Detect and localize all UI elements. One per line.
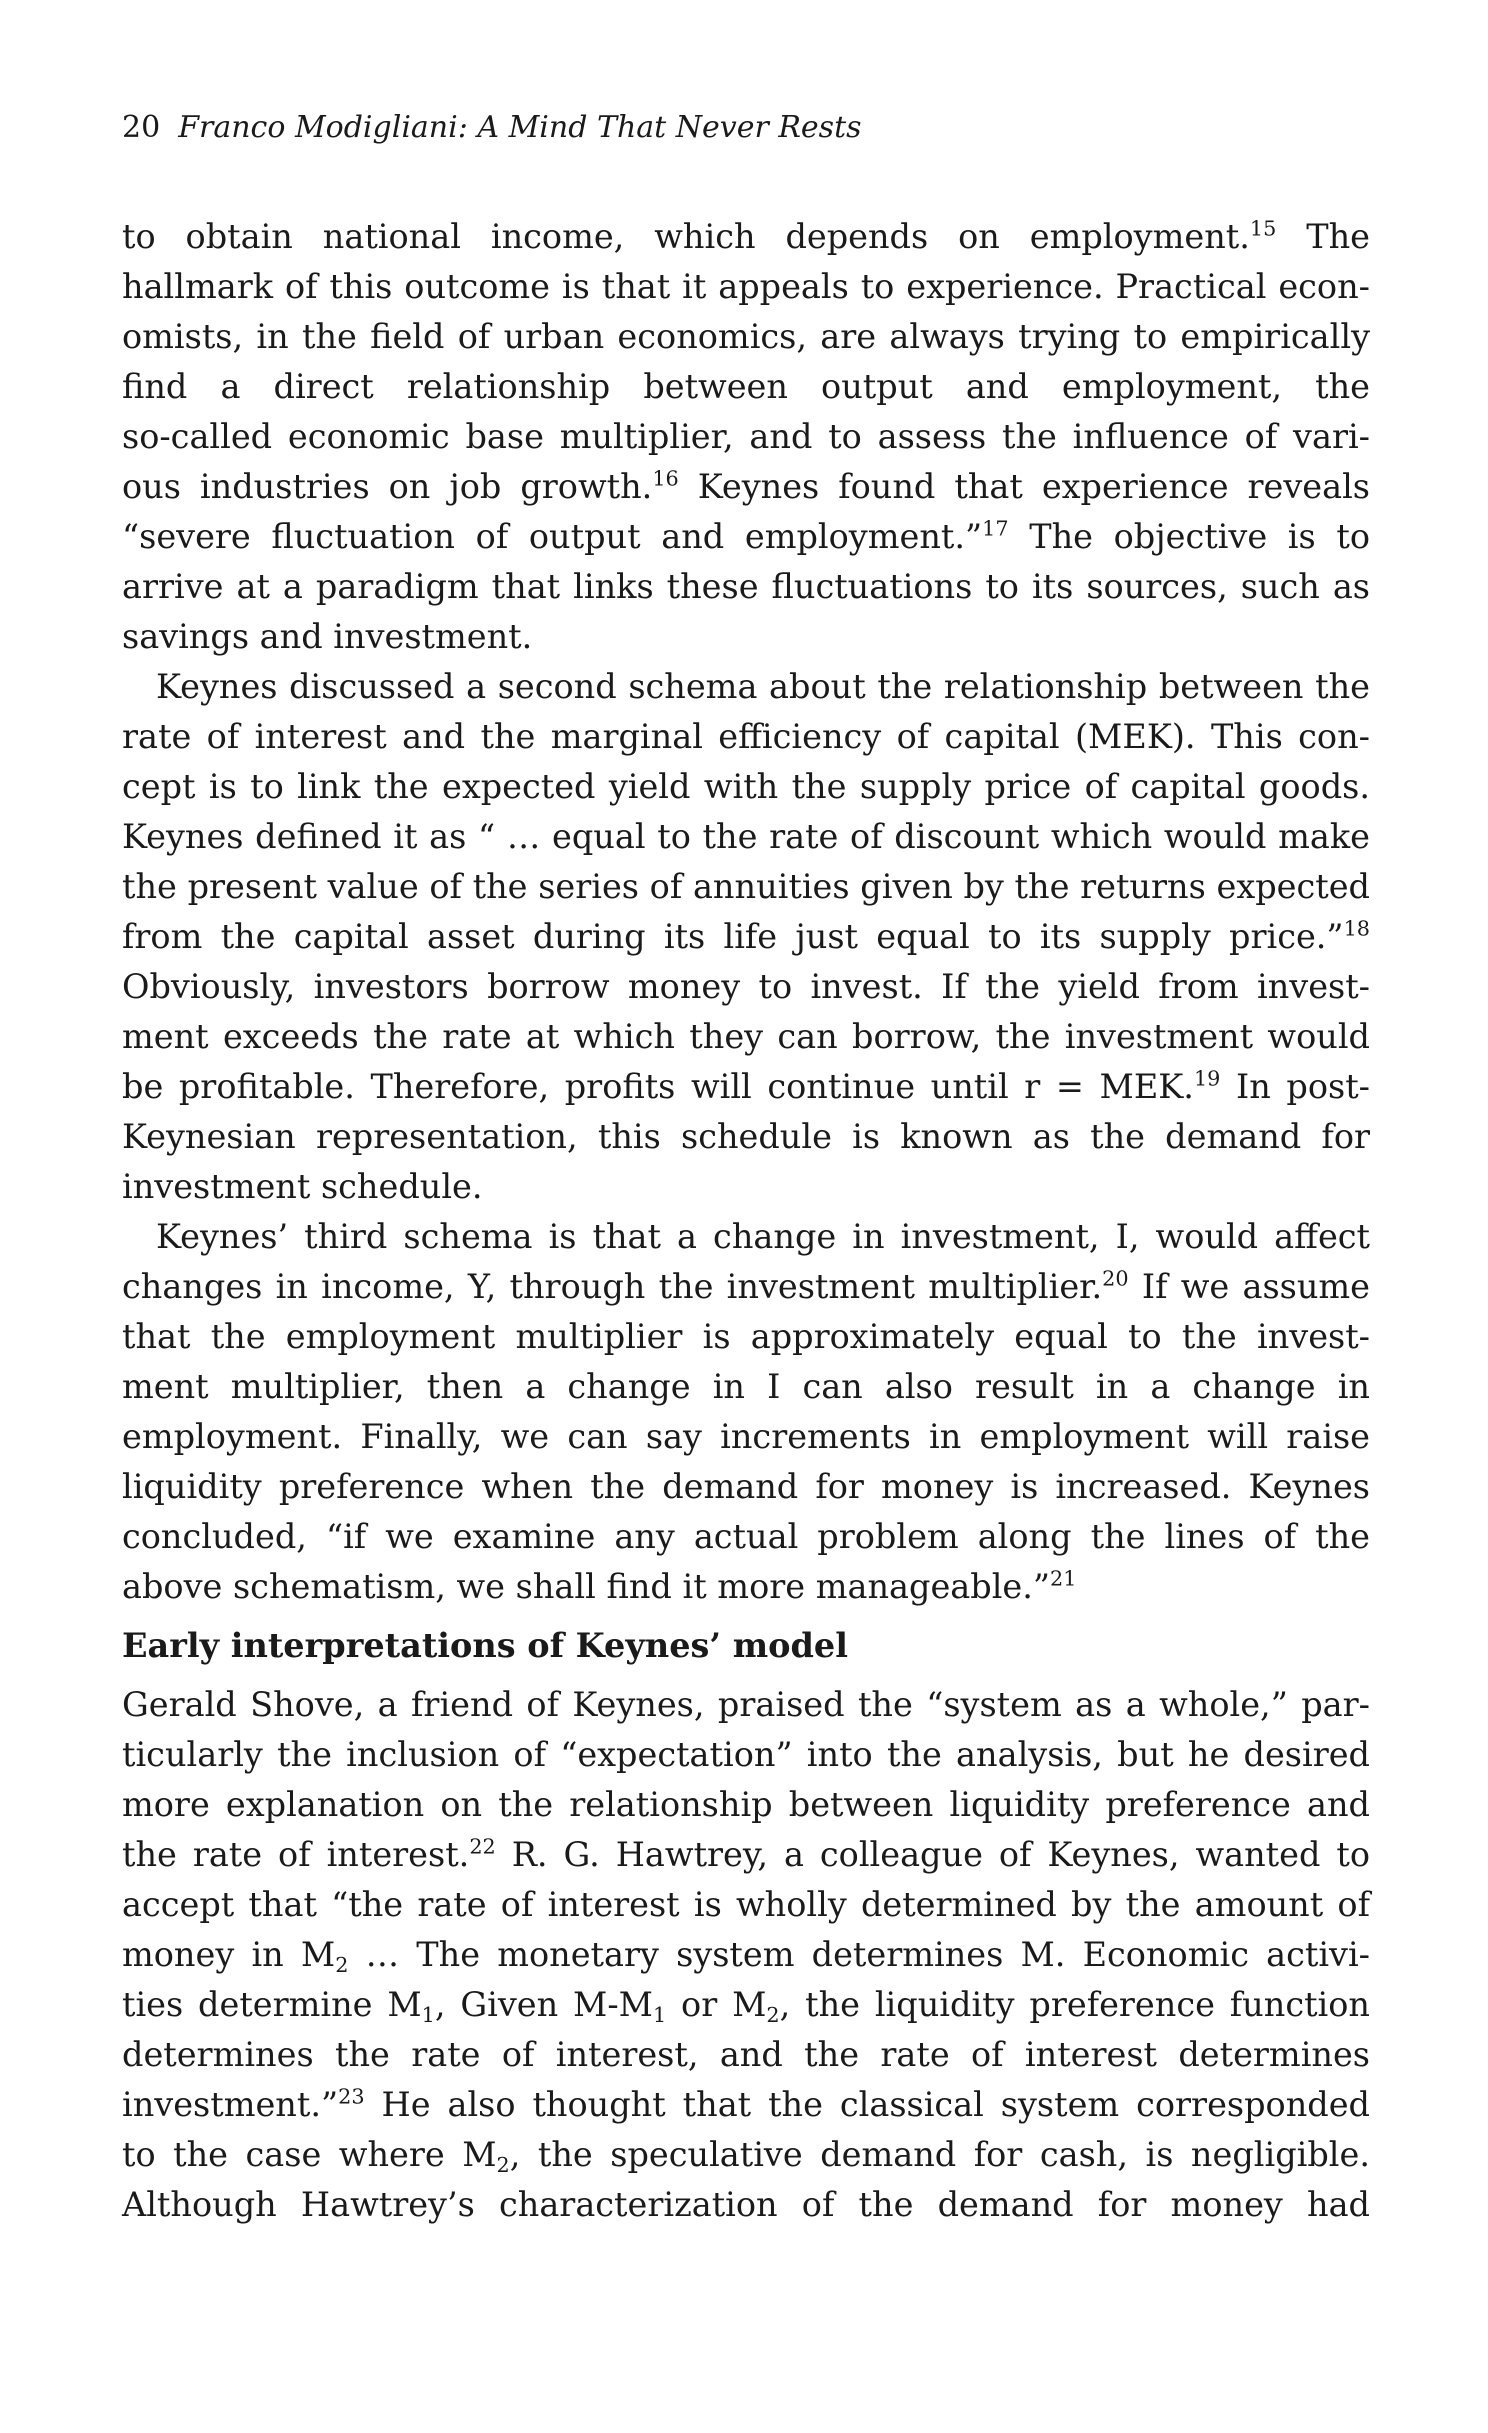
- text-run: ous industries on job growth.: [122, 467, 653, 506]
- text-line: [122, 1212, 1370, 1262]
- text-run: ties determine M: [122, 1985, 422, 2024]
- text-line: [122, 1880, 1370, 1930]
- text-line: [122, 912, 1370, 962]
- text-run: rate of interest and the marginal efficiency of capital (MEK). This con-: [122, 717, 1370, 756]
- text-line: [122, 1680, 1370, 1730]
- text-run: Obviously, investors borrow money to invest. If the yield from invest-: [122, 967, 1370, 1006]
- running-header: [122, 108, 862, 148]
- text-line: [122, 2080, 1370, 2130]
- footnote-ref: 18: [1343, 916, 1370, 941]
- running-title: Franco Modigliani: A Mind That Never Rests: [178, 110, 862, 145]
- subscript: 1: [652, 2003, 667, 2028]
- text-run: If we assume: [1128, 1267, 1370, 1306]
- text-run: ticularly the inclusion of “expectation” into the analysis, but he desired: [122, 1735, 1370, 1774]
- text-run: Gerald Shove, a friend of Keynes, praised the “system as a whole,” par-: [122, 1685, 1370, 1724]
- text-line: [122, 962, 1370, 1012]
- text-run: In post-: [1220, 1067, 1370, 1106]
- text-line: [122, 1312, 1370, 1362]
- text-line: [122, 1412, 1370, 1462]
- text-run: accept that “the rate of interest is wholly determined by the amount of: [122, 1885, 1370, 1924]
- text-run: liquidity preference when the demand for money is increased. Keynes: [122, 1467, 1370, 1506]
- text-run: , the speculative demand for cash, is negligible.: [509, 2135, 1370, 2174]
- text-run: “severe fluctuation of output and employment.”: [122, 517, 983, 556]
- text-run: or M: [666, 1985, 767, 2024]
- text-run: cept is to link the expected yield with the supply price of capital goods.: [122, 767, 1370, 806]
- paragraph: [122, 1212, 1370, 1612]
- footnote-ref: 19: [1193, 1066, 1221, 1091]
- text-run: Keynes’ third schema is that a change in investment, I, would affect: [156, 1217, 1370, 1256]
- text-line: [122, 362, 1370, 412]
- text-run: find a direct relationship between output and employment, the: [122, 367, 1370, 406]
- text-line: [122, 1562, 1370, 1612]
- text-line: [122, 662, 1370, 712]
- text-run: above schematism, we shall find it more manageable.”: [122, 1567, 1051, 1606]
- text-run: Keynes found that experience reveals: [678, 467, 1370, 506]
- text-line: [122, 1512, 1370, 1562]
- text-run: money in M: [122, 1935, 336, 1974]
- footnote-ref: 15: [1249, 216, 1277, 241]
- text-run: determines the rate of interest, and the rate of interest determines: [122, 2035, 1370, 2074]
- paragraph: [122, 1680, 1370, 2230]
- text-run: , the liquidity preference function: [779, 1985, 1371, 2024]
- subscript: 2: [766, 2003, 780, 2028]
- text-line: [122, 1980, 1370, 2030]
- text-line: [122, 1012, 1370, 1062]
- text-run: The objective is to: [1008, 517, 1371, 556]
- text-run: savings and investment.: [122, 617, 533, 656]
- text-run: employment. Finally, we can say increments in employment will raise: [122, 1417, 1370, 1456]
- subscript: 2: [496, 2153, 510, 2178]
- text-line: [122, 262, 1370, 312]
- text-line: [122, 2130, 1370, 2180]
- footnote-ref: 17: [982, 516, 1009, 541]
- text-run: Keynesian representation, this schedule is known as the demand for: [122, 1117, 1370, 1156]
- text-line: [122, 2030, 1370, 2080]
- text-run: Keynes discussed a second schema about the relationship between the: [156, 667, 1370, 706]
- text-line: [122, 1062, 1370, 1112]
- text-run: so-called economic base multiplier, and to assess the influence of vari-: [122, 417, 1370, 456]
- text-line: [122, 462, 1370, 512]
- text-run: investment.”: [122, 2085, 339, 2124]
- paragraph: [122, 212, 1370, 662]
- page-body: [122, 212, 1370, 2230]
- text-line: [122, 1162, 1370, 1212]
- text-line: [122, 1462, 1370, 1512]
- text-run: … The monetary system determines M. Economic activi-: [348, 1935, 1371, 1974]
- paragraph: [122, 662, 1370, 1212]
- text-run: that the employment multiplier is approximately equal to the invest-: [122, 1317, 1370, 1356]
- text-run: concluded, “if we examine any actual problem along the lines of the: [122, 1517, 1370, 1556]
- text-run: changes in income, Y, through the investment multiplier.: [122, 1267, 1103, 1306]
- text-line: [122, 1112, 1370, 1162]
- subscript: 2: [335, 1953, 349, 1978]
- text-line: [122, 312, 1370, 362]
- text-run: the present value of the series of annuities given by the returns expected: [122, 867, 1370, 906]
- text-line: [122, 512, 1370, 562]
- text-run: omists, in the field of urban economics, are always trying to empirically: [122, 317, 1370, 356]
- subscript: 1: [421, 2003, 435, 2028]
- text-line: [122, 612, 1370, 662]
- text-line: [122, 1262, 1370, 1312]
- text-run: to obtain national income, which depends on employment.: [122, 217, 1250, 256]
- text-line: [122, 812, 1370, 862]
- text-run: , Given M-M: [434, 1985, 653, 2024]
- text-run: He also thought that the classical system corresponded: [364, 2085, 1370, 2124]
- footnote-ref: 22: [469, 1834, 496, 1859]
- text-line: [122, 2180, 1370, 2230]
- text-line: [122, 1780, 1370, 1830]
- text-line: [122, 1362, 1370, 1412]
- text-line: [122, 412, 1370, 462]
- text-line: [122, 712, 1370, 762]
- text-line: [122, 1930, 1370, 1980]
- page-number: 20: [122, 110, 161, 145]
- text-run: more explanation on the relationship between liquidity preference and: [122, 1785, 1370, 1824]
- footnote-ref: 23: [338, 2084, 365, 2109]
- text-run: Keynes defined it as “ … equal to the rate of discount which would make: [122, 817, 1370, 856]
- text-run: arrive at a paradigm that links these fluctuations to its sources, such as: [122, 567, 1370, 606]
- text-run: from the capital asset during its life just equal to its supply price.”: [122, 917, 1344, 956]
- text-line: [122, 1830, 1370, 1880]
- text-run: ment multiplier, then a change in I can also result in a change in: [122, 1367, 1370, 1406]
- text-run: the rate of interest.: [122, 1835, 470, 1874]
- text-run: hallmark of this outcome is that it appeals to experience. Practical econ-: [122, 267, 1370, 306]
- text-line: [122, 762, 1370, 812]
- text-run: Although Hawtrey’s characterization of the demand for money had: [122, 2185, 1370, 2224]
- section-heading: Early interpretations of Keynes’ model: [122, 1626, 848, 1665]
- footnote-ref: 16: [652, 466, 679, 491]
- text-line: [122, 1730, 1370, 1780]
- text-line: [122, 212, 1370, 262]
- text-run: The: [1276, 217, 1370, 256]
- text-line: [122, 562, 1370, 612]
- footnote-ref: 21: [1050, 1566, 1077, 1591]
- text-run: to the case where M: [122, 2135, 497, 2174]
- text-run: investment schedule.: [122, 1167, 483, 1206]
- text-line: [122, 862, 1370, 912]
- footnote-ref: 20: [1102, 1266, 1129, 1291]
- text-run: be profitable. Therefore, profits will continue until r = MEK.: [122, 1067, 1194, 1106]
- text-run: R. G. Hawtrey, a colleague of Keynes, wanted to: [495, 1835, 1370, 1874]
- text-run: ment exceeds the rate at which they can borrow, the investment would: [122, 1017, 1370, 1056]
